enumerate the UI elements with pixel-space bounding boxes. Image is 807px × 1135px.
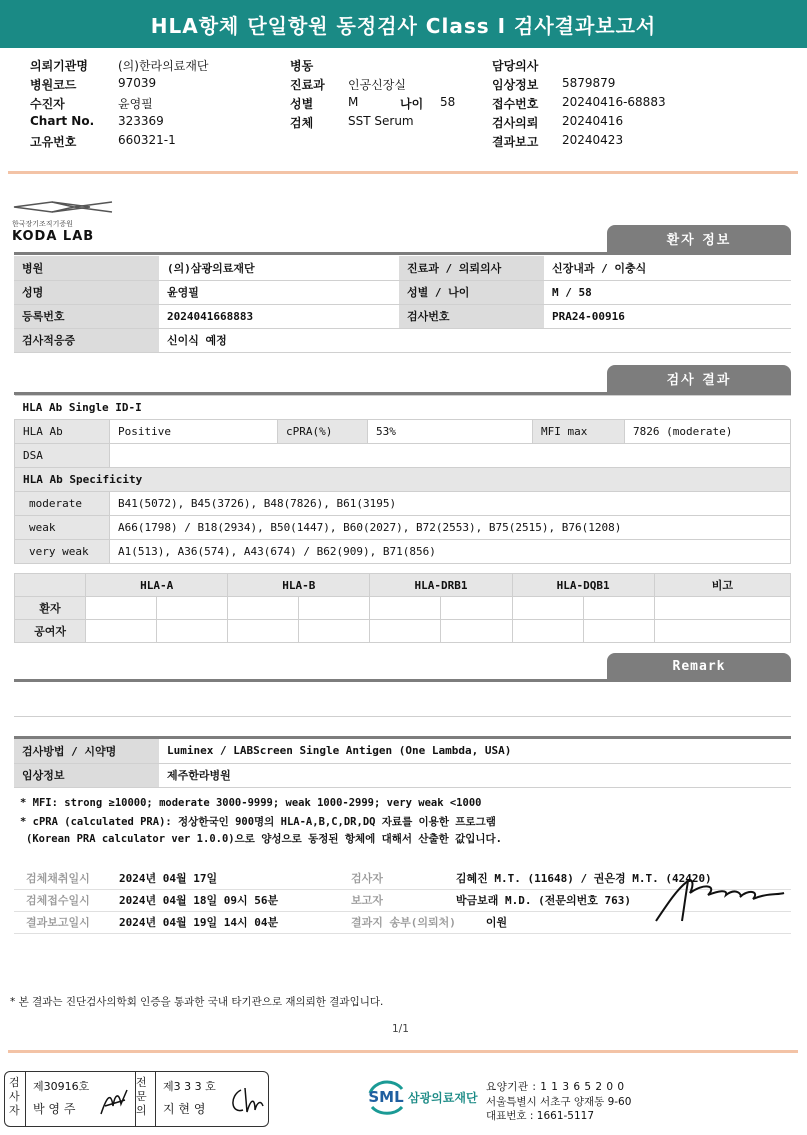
divider	[8, 1050, 798, 1053]
typing-cell	[299, 620, 370, 643]
tab-test-result: 검사 결과	[607, 365, 791, 392]
header-value: (의)한라의료재단	[118, 59, 209, 73]
header-label: 검사의뢰	[492, 116, 539, 130]
header-value: 인공신장실	[348, 78, 406, 92]
header-value: 323369	[118, 114, 164, 128]
typing-cell	[299, 597, 370, 620]
tester-signature	[97, 1086, 133, 1118]
cell-value: Luminex / LABScreen Single Antigen (One Lambda, USA)	[159, 739, 791, 763]
logo-line1: 한국장기조직기증원	[12, 220, 73, 228]
reporter-signature	[648, 873, 788, 928]
header-value: 660321-1	[118, 133, 176, 147]
approval-stamp-box	[4, 1071, 269, 1127]
col-header: HLA-DRB1	[370, 574, 512, 597]
cell-value: 신장내과 / 이충식	[544, 256, 791, 280]
typing-cell	[583, 620, 654, 643]
header-value: 윤영필	[118, 97, 153, 111]
cell-value: 2024년 04월 17일	[109, 867, 339, 889]
divider	[14, 679, 791, 682]
cell-value: PRA24-00916	[544, 304, 791, 328]
cell-value: 이원	[456, 911, 791, 933]
sml-logo-text: SML	[368, 1088, 404, 1106]
koda-logo-icon	[12, 198, 122, 216]
cell-value: 윤영필	[159, 280, 399, 304]
cell-value: (의)삼광의료재단	[159, 256, 399, 280]
header-value: 5879879	[562, 76, 616, 90]
cell-value: 2024년 04월 18일 09시 56분	[109, 889, 339, 911]
cell-label: 검사번호	[399, 304, 544, 328]
box2-name: 지 현 영	[163, 1102, 206, 1116]
header-value: M	[348, 95, 359, 109]
method-table	[14, 739, 791, 788]
cell-value: 신이식 예정	[159, 328, 791, 352]
specialist-signature	[227, 1084, 265, 1118]
col-header: 비고	[654, 574, 790, 597]
note-cpra-cont: (Korean PRA calculator ver 1.0.0)으로 양성으로 동정된 항체에 대해서 산출한 값입니다.	[26, 833, 503, 845]
cell-value: A66(1798) / B18(2934), B50(1447), B60(2027), B72(2553), B75(2515), B76(1208)	[110, 516, 791, 540]
typing-cell	[441, 597, 512, 620]
header-label: 결과보고	[492, 135, 539, 149]
cell-label: moderate	[15, 492, 110, 516]
hla-typing-table	[14, 573, 791, 643]
cell-value: B41(5072), B45(3726), B48(7826), B61(3195)	[110, 492, 791, 516]
row-header: 공여자	[15, 620, 86, 643]
header-label: Chart No.	[30, 114, 95, 128]
org-name: 삼광의료재단	[408, 1090, 478, 1105]
header-label: 고유번호	[30, 135, 77, 149]
typing-cell	[512, 620, 583, 643]
koda-logo	[12, 198, 122, 248]
divider	[135, 1072, 136, 1126]
cell-value: Positive	[110, 420, 278, 444]
header-label: 검체	[290, 116, 314, 130]
cell-value: 제주한라병원	[159, 763, 791, 787]
cell-label: 검사적응증	[14, 328, 159, 352]
age-value: 58	[440, 95, 456, 109]
typing-cell	[370, 620, 441, 643]
note-mfi: * MFI: strong ≥10000; moderate 3000-9999; weak 1000-2999; very weak <1000	[20, 797, 482, 809]
cell-label: 등록번호	[14, 304, 159, 328]
typing-cell	[512, 597, 583, 620]
box1-label: 검사자	[9, 1076, 20, 1117]
cell-label: 병원	[14, 256, 159, 280]
age-label: 나이	[400, 97, 424, 111]
header-label: 진료과	[290, 78, 325, 92]
col-header: HLA-B	[228, 574, 370, 597]
row-header: 환자	[15, 597, 86, 620]
typing-cell	[441, 620, 512, 643]
header-label: 병원코드	[30, 78, 77, 92]
divider	[155, 1072, 156, 1126]
typing-cell	[228, 597, 299, 620]
cell-value: 7826 (moderate)	[625, 420, 791, 444]
header-label: 담당의사	[492, 59, 539, 73]
cell-label: 진료과 / 의뢰의사	[399, 256, 544, 280]
cell-label: weak	[15, 516, 110, 540]
cell-value: 2024041668883	[159, 304, 399, 328]
header-label: 접수번호	[492, 97, 539, 111]
header-label: 의뢰기관명	[30, 59, 88, 73]
typing-cell	[583, 597, 654, 620]
typing-cell	[654, 597, 790, 620]
typing-cell	[654, 620, 790, 643]
header-value: 20240416	[562, 114, 624, 128]
header-value: SST Serum	[348, 114, 414, 128]
header-value: 20240416-68883	[562, 95, 666, 109]
cell-label: 검사자	[339, 867, 456, 889]
report-title: HLA항체 단일항원 동정검사 Class I 검사결과보고서	[0, 0, 807, 48]
typing-cell	[370, 597, 441, 620]
section-title: HLA Ab Specificity	[15, 468, 791, 492]
header-label: 임상정보	[492, 78, 539, 92]
box1-name: 박 영 주	[33, 1102, 76, 1116]
typing-cell	[86, 597, 157, 620]
typing-cell	[86, 620, 157, 643]
cell-label: MFI max	[533, 420, 625, 444]
cell-value: M / 58	[544, 280, 791, 304]
col-header: HLA-DQB1	[512, 574, 654, 597]
result-table	[14, 395, 791, 564]
sml-logo	[366, 1077, 478, 1117]
disclaimer: * 본 결과는 진단검사의학회 인증을 통과한 국내 타기관으로 재의뢰한 결과입니다.	[10, 996, 384, 1008]
cell-value: 김혜진 M.T. (11648) / 권은경 M.T. (42420)	[456, 867, 791, 889]
cell-label: 검체접수일시	[14, 889, 109, 911]
cell-label: DSA	[15, 444, 110, 468]
section-title: HLA Ab Single ID-I	[15, 396, 791, 420]
note-cpra: * cPRA (calculated PRA): 정상한국인 900명의 HLA-A,B,C,DR,DQ 자료를 이용한 프로그램	[20, 816, 496, 828]
cell-label: 검체채취일시	[14, 867, 109, 889]
header-label: 수진자	[30, 97, 65, 111]
typing-cell	[228, 620, 299, 643]
typing-cell	[157, 620, 228, 643]
header-value: 97039	[118, 76, 157, 90]
corner-cell	[15, 574, 86, 597]
cell-label: 보고자	[339, 889, 456, 911]
divider	[14, 252, 791, 255]
patient-table	[14, 256, 791, 353]
header-value: 20240423	[562, 133, 624, 147]
divider	[25, 1072, 26, 1126]
cell-value	[110, 444, 791, 468]
cell-label: very weak	[15, 540, 110, 564]
cell-label: cPRA(%)	[278, 420, 368, 444]
header-label: 성별	[290, 97, 314, 111]
header-label: 병동	[290, 59, 314, 73]
tab-patient-info: 환자 정보	[607, 225, 791, 252]
cell-label: 성별 / 나이	[399, 280, 544, 304]
box2-number: 제3 3 3 호	[163, 1080, 216, 1093]
page-number: 1/1	[392, 1023, 409, 1035]
cell-label: 결과보고일시	[14, 911, 109, 933]
cell-value: 53%	[368, 420, 533, 444]
box2-label: 전문의	[136, 1076, 147, 1117]
logo-line2: KODA LAB	[12, 229, 95, 244]
cell-label: 임상정보	[14, 763, 159, 787]
cell-label: 결과지 송부(의뢰처)	[339, 911, 456, 933]
cell-value: 박금보래 M.D. (전문의번호 763)	[456, 889, 791, 911]
address: 서울특별시 서초구 양재동 9-60	[486, 1096, 632, 1108]
cell-value: A1(513), A36(574), A43(674) / B62(909), B71(856)	[110, 540, 791, 564]
cell-label: 성명	[14, 280, 159, 304]
phone: 대표번호 : 1661-5117	[486, 1110, 595, 1122]
divider	[8, 171, 798, 174]
cell-label: 검사방법 / 시약명	[14, 739, 159, 763]
typing-cell	[157, 597, 228, 620]
col-header: HLA-A	[86, 574, 228, 597]
remark-area	[14, 716, 791, 717]
cell-label: HLA Ab	[15, 420, 110, 444]
box1-number: 제30916호	[33, 1080, 90, 1093]
tab-remark: Remark	[607, 653, 791, 679]
cell-value: 2024년 04월 19일 14시 04분	[109, 911, 339, 933]
institution-code: 요양기관 : 1 1 3 6 5 2 0 0	[486, 1081, 625, 1093]
